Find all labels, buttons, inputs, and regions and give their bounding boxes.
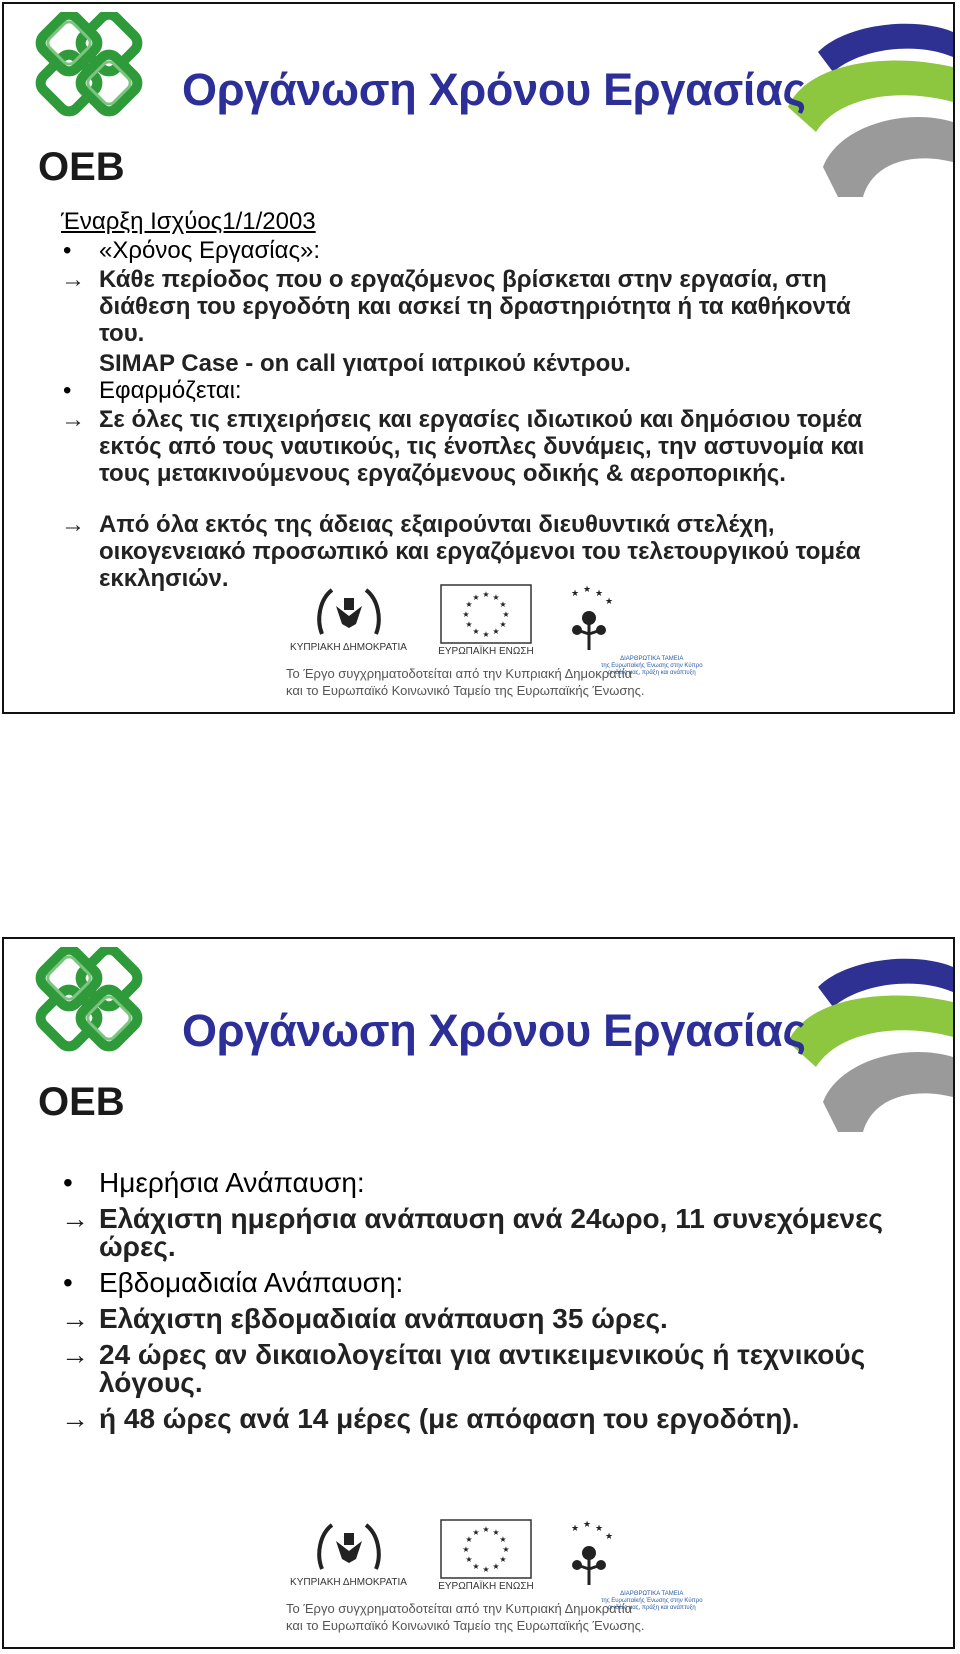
- funding-footer: [286, 584, 706, 714]
- svg-text:★: ★: [499, 1535, 507, 1544]
- bullet-daily-rest: • Ημερήσια Ανάπαυση:: [63, 1167, 365, 1198]
- arrow-right-icon: →: [61, 510, 85, 538]
- slide-body: [61, 1169, 913, 1441]
- svg-text:★: ★: [465, 620, 473, 629]
- slide-title: Οργάνωση Χρόνου Εργασίας: [182, 1005, 806, 1056]
- oeb-logo: [16, 12, 162, 188]
- arrow-right-icon: →: [61, 1339, 89, 1370]
- bullet-weekly-rest: • Εβδομαδιαία Ανάπαυση:: [63, 1267, 404, 1298]
- svg-text:★: ★: [462, 1545, 470, 1554]
- cyprus-dove-emblem-icon: [314, 584, 384, 640]
- structural-funds-emblem: ★ ★ ★ ★ ΔΙΑΡΘΡΩΤΙΚΑ ΤΑΜΕΙΑ της Ευρωπαϊκής Ένωσης στην Κύπρο οι ιδέες μας, πράξη και ανάπτυξη: [556, 1519, 686, 1589]
- cofunding-statement: Το Έργο συγχρηματοδοτείται από την Κυπριακή Δημοκρατία και το Ευρωπαϊκό Κοινωνικό Ταμείο της Ευρωπαϊκής Ένωσης.: [286, 1601, 645, 1633]
- svg-text:★: ★: [499, 620, 507, 629]
- arrow-item-definition: → Κάθε περίοδος που ο εργαζόμενος βρίσκεται στην εργασία, στη διάθεση του εργοδότη και ασκεί τη δραστηριότητα ή τα καθήκοντά του.: [61, 265, 851, 347]
- eu-flag-icon: [440, 584, 532, 644]
- cyprus-emblem: ΚΥΠΡΙΑΚΗ ΔΗΜΟΚΡΑΤΙΑ: [286, 584, 411, 653]
- bullet-icon: •: [63, 1267, 73, 1298]
- svg-text:★: ★: [462, 610, 470, 619]
- cyprus-emblem: ΚΥΠΡΙΑΚΗ ΔΗΜΟΚΡΑΤΙΑ: [286, 1519, 411, 1588]
- structural-funds-tree-icon: [561, 1519, 681, 1589]
- slide-title: Οργάνωση Χρόνου Εργασίας: [182, 64, 806, 115]
- effective-date: Έναρξη Ισχύος1/1/2003: [61, 208, 316, 235]
- svg-text:★: ★: [482, 1525, 490, 1534]
- svg-text:★: ★: [465, 600, 473, 609]
- bullet-icon: •: [63, 377, 72, 405]
- bullet-icon: •: [63, 236, 72, 264]
- svg-text:★: ★: [492, 1528, 500, 1537]
- arrow-item-24-hours: → 24 ώρες αν δικαιολογείται για αντικειμενικούς ή τεχνικούς λόγους.: [61, 1339, 866, 1398]
- svg-text:★: ★: [482, 630, 490, 639]
- svg-text:★: ★: [571, 589, 580, 599]
- slide-2: [2, 937, 955, 1649]
- svg-text:★: ★: [583, 585, 592, 595]
- arrow-right-icon: →: [61, 1203, 89, 1234]
- svg-text:★: ★: [502, 1545, 510, 1554]
- eu-emblem: ★ ★ ★ ★ ★ ★ ★ ★ ★ ★ ★ ★ ΕΥΡΩΠΑΪΚΗ ΕΝΩΣΗ: [431, 584, 541, 657]
- eu-flag-icon: [440, 1519, 532, 1579]
- svg-text:★: ★: [595, 1524, 604, 1534]
- structural-funds-tree-icon: [561, 584, 681, 654]
- svg-text:★: ★: [499, 600, 507, 609]
- svg-text:★: ★: [605, 1532, 614, 1542]
- svg-text:★: ★: [605, 597, 614, 607]
- svg-text:★: ★: [492, 1562, 500, 1571]
- arrow-item-weekly-minimum: → Ελάχιστη εβδομαδιαία ανάπαυση 35 ώρες.: [61, 1303, 668, 1334]
- svg-text:★: ★: [482, 590, 490, 599]
- svg-text:★: ★: [595, 589, 604, 599]
- svg-text:★: ★: [472, 627, 480, 636]
- svg-text:★: ★: [472, 593, 480, 602]
- bullet-working-time: • «Χρόνος Εργασίας»:: [63, 236, 321, 264]
- svg-text:★: ★: [472, 1528, 480, 1537]
- arrow-right-icon: →: [61, 406, 85, 434]
- svg-text:★: ★: [472, 1562, 480, 1571]
- oeb-logo: [16, 947, 162, 1123]
- svg-text:★: ★: [492, 627, 500, 636]
- arrow-right-icon: →: [61, 1303, 89, 1334]
- chain-links-icon: [16, 947, 162, 1123]
- svg-text:OEB: OEB: [38, 145, 125, 188]
- slide-body: [61, 209, 913, 592]
- cofunding-statement: Το Έργο συγχρηματοδοτείται από την Κυπριακή Δημοκρατία και το Ευρωπαϊκό Κοινωνικό Ταμείο της Ευρωπαϊκής Ένωσης.: [286, 666, 645, 698]
- svg-text:★: ★: [499, 1555, 507, 1564]
- simap-case-note: SIMAP Case - on call γιατροί ιατρικού κέντρου.: [99, 350, 631, 378]
- cyprus-dove-emblem-icon: [314, 1519, 384, 1575]
- arrow-item-daily-minimum: → Ελάχιστη ημερήσια ανάπαυση ανά 24ωρο, 11 συνεχόμενες ώρες.: [61, 1203, 883, 1262]
- funding-footer: [286, 1519, 706, 1649]
- eu-emblem: ★ ★ ★ ★ ★ ★ ★ ★ ★ ★ ★ ★ ΕΥΡΩΠΑΪΚΗ ΕΝΩΣΗ: [431, 1519, 541, 1592]
- arrow-right-icon: →: [61, 1403, 89, 1434]
- arrow-item-48-hours: → ή 48 ώρες ανά 14 μέρες (με απόφαση του εργοδότη).: [61, 1403, 800, 1434]
- svg-text:★: ★: [482, 1565, 490, 1574]
- svg-text:★: ★: [492, 593, 500, 602]
- svg-text:★: ★: [583, 1520, 592, 1530]
- svg-text:★: ★: [571, 1524, 580, 1534]
- slide-1: [2, 2, 955, 714]
- svg-text:★: ★: [465, 1535, 473, 1544]
- bullet-icon: •: [63, 1167, 73, 1198]
- svg-text:★: ★: [502, 610, 510, 619]
- arrow-item-exemptions: → Από όλα εκτός της άδειας εξαιρούνται διευθυντικά στελέχη, οικογενειακό προσωπικό και εργαζόμενοι του τελετουργικού τομέα εκκλησιών.: [61, 510, 861, 592]
- arrow-right-icon: →: [61, 265, 85, 293]
- arrow-item-scope: → Σε όλες τις επιχειρήσεις και εργασίες ιδιωτικού και δημόσιου τομέα εκτός από τους ναυτικούς, τις ένοπλες δυνάμεις, την αστυνομία και τους μετακινούμενους εργαζόμενους οδικής & αεροπορικής.: [61, 406, 865, 487]
- svg-text:OEB: OEB: [38, 1080, 125, 1123]
- svg-text:★: ★: [465, 1555, 473, 1564]
- chain-links-icon: [16, 12, 162, 188]
- structural-funds-emblem: ★ ★ ★ ★ ΔΙΑΡΘΡΩΤΙΚΑ ΤΑΜΕΙΑ της Ευρωπαϊκής Ένωσης στην Κύπρο οι ιδέες μας, πράξη και ανάπτυξη: [556, 584, 686, 654]
- bullet-applies: • Εφαρμόζεται:: [63, 377, 242, 405]
